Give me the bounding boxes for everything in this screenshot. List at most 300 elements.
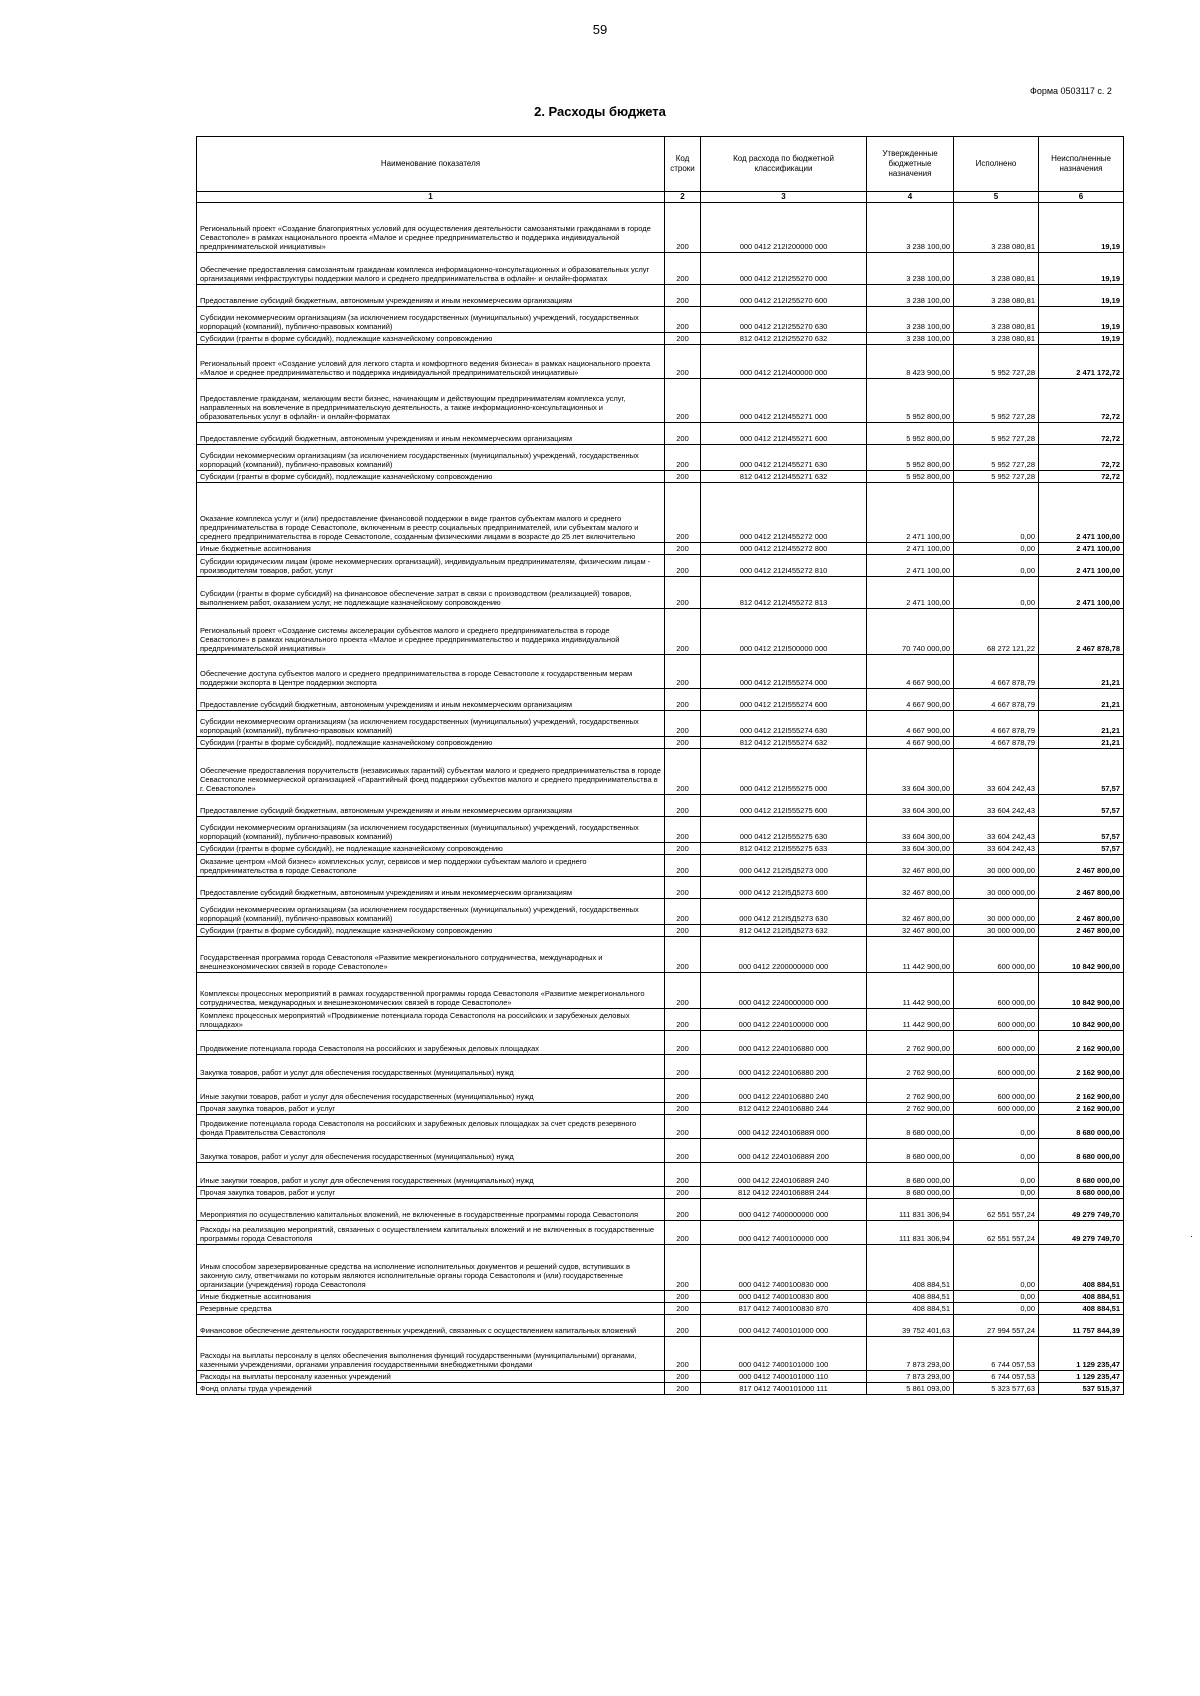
row-name: Расходы на реализацию мероприятий, связанных с осуществлением капитальных вложений и не включенных в государственные программы города Севастополя <box>197 1220 665 1244</box>
row-executed-amount: 0,00 <box>954 482 1039 542</box>
row-name: Региональный проект «Создание системы акселерации субъектов малого и среднего предпринимательства в городе Севастополе» в рамках национального проекта «Малое и среднее предпринимательство и поддержка индивидуальной предпринимательской инициативы» <box>197 608 665 654</box>
row-unexecuted-amount: 72,72 <box>1039 378 1124 422</box>
row-executed-amount: 0,00 <box>954 554 1039 576</box>
table-row <box>197 608 1124 654</box>
row-name: Фонд оплаты труда учреждений <box>197 1382 665 1394</box>
row-approved-amount: 32 467 800,00 <box>867 924 954 936</box>
row-unexecuted-amount: 2 471 100,00 <box>1039 482 1124 542</box>
row-name: Прочая закупка товаров, работ и услуг <box>197 1102 665 1114</box>
row-classification-code: 000 0412 212I5Д5273 600 <box>701 876 867 898</box>
row-approved-amount: 5 861 093,00 <box>867 1382 954 1394</box>
row-code: 200 <box>665 554 701 576</box>
table-row <box>197 576 1124 608</box>
column-number: 5 <box>954 192 1039 203</box>
table-row <box>197 202 1124 252</box>
table-row <box>197 470 1124 482</box>
row-name: Предоставление субсидий бюджетным, автономным учреждениям и иным некоммерческим организациям <box>197 794 665 816</box>
row-name: Предоставление субсидий бюджетным, автономным учреждениям и иным некоммерческим организациям <box>197 876 665 898</box>
row-approved-amount: 2 471 100,00 <box>867 482 954 542</box>
budget-expenses-table <box>196 136 1124 1395</box>
row-code: 200 <box>665 344 701 378</box>
row-name: Обеспечение доступа субъектов малого и среднего предпринимательства в городе Севастополе к государственным мерам поддержки экспорта в Центре поддержки экспорта <box>197 654 665 688</box>
row-name: Комплекс процессных мероприятий «Продвижение потенциала города Севастополя на российских и зарубежных деловых площадках» <box>197 1008 665 1030</box>
header-code: Код строки <box>665 137 701 192</box>
row-name: Оказание комплекса услуг и (или) предоставление финансовой поддержки в виде грантов субъектам малого и среднего предпринимательства в городе Севастополе, включенным в реестр социальных предпринимателей, или субъектам малого и среднего предпринимательства в городе Севастополе, созданным физическими лицами в возрасте до 25 лет включительно <box>197 482 665 542</box>
table-row <box>197 1054 1124 1078</box>
row-code: 200 <box>665 748 701 794</box>
row-classification-code: 000 0412 7400101000 000 <box>701 1314 867 1336</box>
row-classification-code: 812 0412 212I255270 632 <box>701 332 867 344</box>
table-row <box>197 1302 1124 1314</box>
row-executed-amount: 0,00 <box>954 1290 1039 1302</box>
row-unexecuted-amount: 408 884,51 <box>1039 1302 1124 1314</box>
row-code: 200 <box>665 252 701 284</box>
table-row <box>197 1102 1124 1114</box>
row-code: 200 <box>665 1220 701 1244</box>
row-unexecuted-amount: 2 162 900,00 <box>1039 1054 1124 1078</box>
row-classification-code: 000 0412 224010688Я 200 <box>701 1138 867 1162</box>
row-executed-amount: 33 604 242,43 <box>954 794 1039 816</box>
row-name: Субсидии (гранты в форме субсидий), подлежащие казначейскому сопровождению <box>197 736 665 748</box>
row-code: 200 <box>665 1382 701 1394</box>
row-code: 200 <box>665 1302 701 1314</box>
row-executed-amount: 3 238 080,81 <box>954 202 1039 252</box>
row-approved-amount: 7 873 293,00 <box>867 1336 954 1370</box>
table-row <box>197 898 1124 924</box>
row-code: 200 <box>665 898 701 924</box>
row-code: 200 <box>665 936 701 972</box>
row-classification-code: 000 0412 212I500000 000 <box>701 608 867 654</box>
row-approved-amount: 11 442 900,00 <box>867 936 954 972</box>
table-row <box>197 444 1124 470</box>
row-approved-amount: 4 667 900,00 <box>867 654 954 688</box>
row-name: Иные закупки товаров, работ и услуг для обеспечения государственных (муниципальных) нужд <box>197 1078 665 1102</box>
row-approved-amount: 5 952 800,00 <box>867 378 954 422</box>
row-approved-amount: 408 884,51 <box>867 1302 954 1314</box>
row-classification-code: 000 0412 212I5Д5273 630 <box>701 898 867 924</box>
row-code: 200 <box>665 1314 701 1336</box>
row-code: 200 <box>665 876 701 898</box>
row-executed-amount: 30 000 000,00 <box>954 924 1039 936</box>
row-name: Субсидии некоммерческим организациям (за исключением государственных (муниципальных) учреждений, государственных корпораций (компаний), публично-правовых компаний) <box>197 710 665 736</box>
row-approved-amount: 32 467 800,00 <box>867 854 954 876</box>
row-classification-code: 000 0412 212I455271 630 <box>701 444 867 470</box>
row-approved-amount: 8 680 000,00 <box>867 1162 954 1186</box>
row-code: 200 <box>665 816 701 842</box>
row-approved-amount: 3 238 100,00 <box>867 252 954 284</box>
row-classification-code: 000 0412 212I455272 000 <box>701 482 867 542</box>
row-name: Мероприятия по осуществлению капитальных вложений, не включенные в государственные программы города Севастополя <box>197 1198 665 1220</box>
row-executed-amount: 600 000,00 <box>954 972 1039 1008</box>
row-unexecuted-amount: 408 884,51 <box>1039 1290 1124 1302</box>
row-classification-code: 000 0412 212I455271 000 <box>701 378 867 422</box>
row-code: 200 <box>665 1162 701 1186</box>
row-code: 200 <box>665 688 701 710</box>
table-row <box>197 1314 1124 1336</box>
table-row <box>197 482 1124 542</box>
row-approved-amount: 7 873 293,00 <box>867 1370 954 1382</box>
row-name: Продвижение потенциала города Севастополя на российских и зарубежных деловых площадках <box>197 1030 665 1054</box>
row-classification-code: 000 0412 2240000000 000 <box>701 972 867 1008</box>
table-row <box>197 554 1124 576</box>
row-executed-amount: 4 667 878,79 <box>954 654 1039 688</box>
row-executed-amount: 27 994 557,24 <box>954 1314 1039 1336</box>
row-name: Региональный проект «Создание условий для легкого старта и комфортного ведения бизнеса» в рамках национального проекта «Малое и среднее предпринимательство и поддержка индивидуальной предпринимательской инициативы» <box>197 344 665 378</box>
row-executed-amount: 68 272 121,22 <box>954 608 1039 654</box>
row-unexecuted-amount: 57,57 <box>1039 794 1124 816</box>
row-name: Иные бюджетные ассигнования <box>197 542 665 554</box>
row-code: 200 <box>665 202 701 252</box>
row-name: Резервные средства <box>197 1302 665 1314</box>
table-row <box>197 842 1124 854</box>
row-code: 200 <box>665 542 701 554</box>
row-approved-amount: 2 471 100,00 <box>867 542 954 554</box>
row-approved-amount: 5 952 800,00 <box>867 444 954 470</box>
row-classification-code: 000 0412 224010688Я 000 <box>701 1114 867 1138</box>
row-classification-code: 000 0412 212I455272 810 <box>701 554 867 576</box>
row-approved-amount: 8 680 000,00 <box>867 1138 954 1162</box>
table-row <box>197 1370 1124 1382</box>
table-row <box>197 252 1124 284</box>
row-unexecuted-amount: 19,19 <box>1039 252 1124 284</box>
row-classification-code: 000 0412 2200000000 000 <box>701 936 867 972</box>
row-code: 200 <box>665 972 701 1008</box>
row-unexecuted-amount: 2 467 800,00 <box>1039 854 1124 876</box>
row-code: 200 <box>665 1078 701 1102</box>
row-unexecuted-amount: 10 842 900,00 <box>1039 1008 1124 1030</box>
table-row <box>197 816 1124 842</box>
row-unexecuted-amount: 1 129 235,47 <box>1039 1370 1124 1382</box>
row-approved-amount: 8 680 000,00 <box>867 1186 954 1198</box>
table-row <box>197 344 1124 378</box>
table-row <box>197 794 1124 816</box>
row-executed-amount: 0,00 <box>954 542 1039 554</box>
row-code: 200 <box>665 444 701 470</box>
row-unexecuted-amount: 72,72 <box>1039 422 1124 444</box>
row-executed-amount: 0,00 <box>954 1244 1039 1290</box>
table-row <box>197 924 1124 936</box>
row-classification-code: 000 0412 7400000000 000 <box>701 1198 867 1220</box>
row-classification-code: 000 0412 212I555275 600 <box>701 794 867 816</box>
row-code: 200 <box>665 924 701 936</box>
row-code: 200 <box>665 422 701 444</box>
row-executed-amount: 3 238 080,81 <box>954 332 1039 344</box>
row-code: 200 <box>665 1370 701 1382</box>
row-approved-amount: 111 831 306,94 <box>867 1220 954 1244</box>
row-approved-amount: 2 762 900,00 <box>867 1054 954 1078</box>
row-unexecuted-amount: 8 680 000,00 <box>1039 1162 1124 1186</box>
row-unexecuted-amount: 19,19 <box>1039 284 1124 306</box>
row-classification-code: 812 0412 2240106880 244 <box>701 1102 867 1114</box>
row-classification-code: 000 0412 212I400000 000 <box>701 344 867 378</box>
row-unexecuted-amount: 49 279 749,70 <box>1039 1198 1124 1220</box>
row-classification-code: 812 0412 212I5Д5273 632 <box>701 924 867 936</box>
row-classification-code: 817 0412 7400100830 870 <box>701 1302 867 1314</box>
column-number: 6 <box>1039 192 1124 203</box>
row-executed-amount: 62 551 557,24 <box>954 1198 1039 1220</box>
row-unexecuted-amount: 1 129 235,47 <box>1039 1336 1124 1370</box>
table-row <box>197 688 1124 710</box>
row-approved-amount: 11 442 900,00 <box>867 1008 954 1030</box>
row-executed-amount: 5 952 727,28 <box>954 444 1039 470</box>
row-approved-amount: 2 762 900,00 <box>867 1078 954 1102</box>
row-executed-amount: 0,00 <box>954 1162 1039 1186</box>
row-code: 200 <box>665 1336 701 1370</box>
row-approved-amount: 11 442 900,00 <box>867 972 954 1008</box>
row-classification-code: 000 0412 212I555275 000 <box>701 748 867 794</box>
row-unexecuted-amount: 11 757 844,39 <box>1039 1314 1124 1336</box>
row-name: Субсидии (гранты в форме субсидий), подлежащие казначейскому сопровождению <box>197 924 665 936</box>
row-executed-amount: 0,00 <box>954 576 1039 608</box>
table-row <box>197 1186 1124 1198</box>
header-classification: Код расхода по бюджетной классификации <box>701 137 867 192</box>
row-code: 200 <box>665 332 701 344</box>
table-row <box>197 1162 1124 1186</box>
column-number: 3 <box>701 192 867 203</box>
row-approved-amount: 33 604 300,00 <box>867 748 954 794</box>
row-unexecuted-amount: 72,72 <box>1039 444 1124 470</box>
row-name: Субсидии некоммерческим организациям (за исключением государственных (муниципальных) учреждений, государственных корпораций (компаний), публично-правовых компаний) <box>197 306 665 332</box>
row-classification-code: 000 0412 212I555274 600 <box>701 688 867 710</box>
row-code: 200 <box>665 378 701 422</box>
table-row <box>197 736 1124 748</box>
row-code: 200 <box>665 794 701 816</box>
row-classification-code: 812 0412 212I455271 632 <box>701 470 867 482</box>
row-executed-amount: 6 744 057,53 <box>954 1370 1039 1382</box>
page-number: 59 <box>592 22 608 37</box>
row-unexecuted-amount: 2 467 800,00 <box>1039 898 1124 924</box>
row-unexecuted-amount: 537 515,37 <box>1039 1382 1124 1394</box>
row-executed-amount: 0,00 <box>954 1186 1039 1198</box>
row-unexecuted-amount: 57,57 <box>1039 842 1124 854</box>
table-body <box>197 202 1124 1394</box>
row-classification-code: 000 0412 2240100000 000 <box>701 1008 867 1030</box>
row-executed-amount: 4 667 878,79 <box>954 736 1039 748</box>
row-unexecuted-amount: 57,57 <box>1039 816 1124 842</box>
row-approved-amount: 3 238 100,00 <box>867 202 954 252</box>
row-code: 200 <box>665 306 701 332</box>
row-unexecuted-amount: 408 884,51 <box>1039 1244 1124 1290</box>
margin-mark: · <box>1190 1231 1193 1241</box>
row-unexecuted-amount: 2 162 900,00 <box>1039 1078 1124 1102</box>
row-approved-amount: 3 238 100,00 <box>867 284 954 306</box>
row-code: 200 <box>665 854 701 876</box>
row-executed-amount: 5 323 577,63 <box>954 1382 1039 1394</box>
row-classification-code: 000 0412 2240106880 000 <box>701 1030 867 1054</box>
row-code: 200 <box>665 608 701 654</box>
row-approved-amount: 4 667 900,00 <box>867 688 954 710</box>
table-row <box>197 422 1124 444</box>
row-approved-amount: 39 752 401,63 <box>867 1314 954 1336</box>
row-unexecuted-amount: 2 162 900,00 <box>1039 1030 1124 1054</box>
row-unexecuted-amount: 19,19 <box>1039 306 1124 332</box>
row-unexecuted-amount: 10 842 900,00 <box>1039 972 1124 1008</box>
table-row <box>197 1114 1124 1138</box>
row-classification-code: 000 0412 212I5Д5273 000 <box>701 854 867 876</box>
column-number-row <box>197 192 1124 203</box>
row-code: 200 <box>665 284 701 306</box>
row-classification-code: 812 0412 212I555274 632 <box>701 736 867 748</box>
row-classification-code: 817 0412 7400101000 111 <box>701 1382 867 1394</box>
row-name: Предоставление субсидий бюджетным, автономным учреждениям и иным некоммерческим организациям <box>197 284 665 306</box>
row-classification-code: 000 0412 7400101000 100 <box>701 1336 867 1370</box>
row-name: Иные бюджетные ассигнования <box>197 1290 665 1302</box>
column-number: 2 <box>665 192 701 203</box>
table-row <box>197 306 1124 332</box>
row-classification-code: 812 0412 212I455272 813 <box>701 576 867 608</box>
row-name: Комплексы процессных мероприятий в рамках государственной программы города Севастополя «Развитие межрегионального сотрудничества, международных и внешнеэкономических связей в городе Севастополе» <box>197 972 665 1008</box>
header-approved: Утвержденные бюджетные назначения <box>867 137 954 192</box>
row-classification-code: 000 0412 212I555274 630 <box>701 710 867 736</box>
row-approved-amount: 5 952 800,00 <box>867 470 954 482</box>
row-unexecuted-amount: 8 680 000,00 <box>1039 1138 1124 1162</box>
row-name: Расходы на выплаты персоналу казенных учреждений <box>197 1370 665 1382</box>
table-header-row <box>197 137 1124 192</box>
table-row <box>197 1138 1124 1162</box>
row-unexecuted-amount: 2 471 100,00 <box>1039 576 1124 608</box>
row-executed-amount: 600 000,00 <box>954 1030 1039 1054</box>
header-unexecuted: Неисполненные назначения <box>1039 137 1124 192</box>
row-code: 200 <box>665 1114 701 1138</box>
table-row <box>197 654 1124 688</box>
row-classification-code: 000 0412 7400100000 000 <box>701 1220 867 1244</box>
table-row <box>197 1382 1124 1394</box>
row-unexecuted-amount: 2 471 172,72 <box>1039 344 1124 378</box>
row-name: Государственная программа города Севастополя «Развитие межрегионального сотрудничества, международных и внешнеэкономических связей в городе Севастополе» <box>197 936 665 972</box>
row-code: 200 <box>665 470 701 482</box>
row-name: Субсидии некоммерческим организациям (за исключением государственных (муниципальных) учреждений, государственных корпораций (компаний), публично-правовых компаний) <box>197 816 665 842</box>
row-code: 200 <box>665 710 701 736</box>
row-approved-amount: 32 467 800,00 <box>867 898 954 924</box>
row-classification-code: 000 0412 212I255270 630 <box>701 306 867 332</box>
row-classification-code: 000 0412 212I255270 600 <box>701 284 867 306</box>
row-approved-amount: 4 667 900,00 <box>867 736 954 748</box>
row-name: Субсидии (гранты в форме субсидий), подлежащие казначейскому сопровождению <box>197 332 665 344</box>
row-unexecuted-amount: 21,21 <box>1039 736 1124 748</box>
row-name: Субсидии юридическим лицам (кроме некоммерческих организаций), индивидуальным предпринимателям, физическим лицам - производителям товаров, работ, услуг <box>197 554 665 576</box>
row-executed-amount: 0,00 <box>954 1114 1039 1138</box>
row-code: 200 <box>665 576 701 608</box>
row-code: 200 <box>665 482 701 542</box>
row-name: Предоставление субсидий бюджетным, автономным учреждениям и иным некоммерческим организациям <box>197 422 665 444</box>
row-executed-amount: 600 000,00 <box>954 936 1039 972</box>
table-row <box>197 1336 1124 1370</box>
row-classification-code: 000 0412 212I455271 600 <box>701 422 867 444</box>
row-executed-amount: 33 604 242,43 <box>954 842 1039 854</box>
table-row <box>197 284 1124 306</box>
row-unexecuted-amount: 57,57 <box>1039 748 1124 794</box>
row-classification-code: 000 0412 224010688Я 240 <box>701 1162 867 1186</box>
row-name: Расходы на выплаты персоналу в целях обеспечения выполнения функций государственными (муниципальными) органами, казенными учреждениями, органами управления государственными внебюджетными фондами <box>197 1336 665 1370</box>
row-executed-amount: 30 000 000,00 <box>954 876 1039 898</box>
row-approved-amount: 3 238 100,00 <box>867 332 954 344</box>
row-code: 200 <box>665 1244 701 1290</box>
row-unexecuted-amount: 49 279 749,70 <box>1039 1220 1124 1244</box>
row-name: Закупка товаров, работ и услуг для обеспечения государственных (муниципальных) нужд <box>197 1138 665 1162</box>
row-name: Субсидии некоммерческим организациям (за исключением государственных (муниципальных) учреждений, государственных корпораций (компаний), публично-правовых компаний) <box>197 444 665 470</box>
row-name: Продвижение потенциала города Севастополя на российских и зарубежных деловых площадках за счет средств резервного фонда Правительства Севастополя <box>197 1114 665 1138</box>
row-approved-amount: 4 667 900,00 <box>867 710 954 736</box>
row-name: Обеспечение предоставления поручительств (независимых гарантий) субъектам малого и среднего предпринимательства в городе Севастополе некоммерческой организацией «Гарантийный фонд поддержки субъектов малого и среднего предпринимательства в г. Севастополе» <box>197 748 665 794</box>
table-row <box>197 378 1124 422</box>
row-code: 200 <box>665 1030 701 1054</box>
row-unexecuted-amount: 21,21 <box>1039 688 1124 710</box>
row-classification-code: 000 0412 212I555275 630 <box>701 816 867 842</box>
row-name: Субсидии (гранты в форме субсидий), не подлежащие казначейскому сопровождению <box>197 842 665 854</box>
table-row <box>197 1078 1124 1102</box>
row-classification-code: 812 0412 212I555275 633 <box>701 842 867 854</box>
row-executed-amount: 30 000 000,00 <box>954 854 1039 876</box>
row-executed-amount: 33 604 242,43 <box>954 748 1039 794</box>
row-executed-amount: 0,00 <box>954 1302 1039 1314</box>
row-unexecuted-amount: 21,21 <box>1039 654 1124 688</box>
row-name: Оказание центром «Мой бизнес» комплексных услуг, сервисов и мер поддержки субъектам малого и среднего предпринимательства в городе Севастополе <box>197 854 665 876</box>
row-name: Региональный проект «Создание благоприятных условий для осуществления деятельности самозанятыми гражданами в городе Севастополе» в рамках национального проекта «Малое и среднее предпринимательство и поддержка индивидуальной предпринимательской инициативы» <box>197 202 665 252</box>
header-name: Наименование показателя <box>197 137 665 192</box>
row-executed-amount: 600 000,00 <box>954 1054 1039 1078</box>
row-name: Предоставление гражданам, желающим вести бизнес, начинающим и действующим предпринимателям комплекса услуг, направленных на вовлечение в предпринимательскую деятельность, а также информационно-консультационных и образовательных услуг в офлайн- и онлайн-форматах <box>197 378 665 422</box>
table-row <box>197 748 1124 794</box>
row-executed-amount: 5 952 727,28 <box>954 422 1039 444</box>
row-classification-code: 000 0412 212I455272 800 <box>701 542 867 554</box>
row-approved-amount: 8 423 900,00 <box>867 344 954 378</box>
row-name: Иным способом зарезервированные средства на исполнение исполнительных документов и решений судов, вступивших в законную силу, ответчиками по которым являются исполнительные органы города Севастополя и (или) государственные организации (учреждения) города Севастополя <box>197 1244 665 1290</box>
row-executed-amount: 6 744 057,53 <box>954 1336 1039 1370</box>
row-code: 200 <box>665 842 701 854</box>
row-executed-amount: 600 000,00 <box>954 1008 1039 1030</box>
table-row <box>197 876 1124 898</box>
row-code: 200 <box>665 736 701 748</box>
row-name: Прочая закупка товаров, работ и услуг <box>197 1186 665 1198</box>
table-row <box>197 854 1124 876</box>
row-approved-amount: 2 471 100,00 <box>867 576 954 608</box>
row-unexecuted-amount: 2 467 800,00 <box>1039 876 1124 898</box>
row-executed-amount: 33 604 242,43 <box>954 816 1039 842</box>
row-approved-amount: 8 680 000,00 <box>867 1114 954 1138</box>
table-row <box>197 936 1124 972</box>
table-row <box>197 710 1124 736</box>
row-name: Иные закупки товаров, работ и услуг для обеспечения государственных (муниципальных) нужд <box>197 1162 665 1186</box>
row-approved-amount: 33 604 300,00 <box>867 842 954 854</box>
row-executed-amount: 30 000 000,00 <box>954 898 1039 924</box>
row-name: Субсидии некоммерческим организациям (за исключением государственных (муниципальных) учреждений, государственных корпораций (компаний), публично-правовых компаний) <box>197 898 665 924</box>
row-classification-code: 812 0412 224010688Я 244 <box>701 1186 867 1198</box>
row-classification-code: 000 0412 212I200000 000 <box>701 202 867 252</box>
row-unexecuted-amount: 10 842 900,00 <box>1039 936 1124 972</box>
row-name: Обеспечение предоставления самозанятым гражданам комплекса информационно-консультационных и образовательных услуг организациями инфраструктуры поддержки малого и среднего предпринимательства в офлайн- и онлайн-форматах <box>197 252 665 284</box>
row-unexecuted-amount: 2 471 100,00 <box>1039 554 1124 576</box>
row-approved-amount: 2 471 100,00 <box>867 554 954 576</box>
table-row <box>197 1220 1124 1244</box>
row-code: 200 <box>665 654 701 688</box>
row-approved-amount: 5 952 800,00 <box>867 422 954 444</box>
row-unexecuted-amount: 72,72 <box>1039 470 1124 482</box>
header-executed: Исполнено <box>954 137 1039 192</box>
row-approved-amount: 3 238 100,00 <box>867 306 954 332</box>
table-row <box>197 1030 1124 1054</box>
table-row <box>197 1198 1124 1220</box>
row-unexecuted-amount: 2 467 800,00 <box>1039 924 1124 936</box>
row-approved-amount: 408 884,51 <box>867 1290 954 1302</box>
row-executed-amount: 5 952 727,28 <box>954 378 1039 422</box>
row-executed-amount: 4 667 878,79 <box>954 688 1039 710</box>
table-row <box>197 972 1124 1008</box>
form-code: Форма 0503117 с. 2 <box>1030 86 1112 96</box>
row-executed-amount: 5 952 727,28 <box>954 470 1039 482</box>
row-name: Финансовое обеспечение деятельности государственных учреждений, связанных с осуществлением капитальных вложений <box>197 1314 665 1336</box>
row-classification-code: 000 0412 7400100830 000 <box>701 1244 867 1290</box>
row-unexecuted-amount: 8 680 000,00 <box>1039 1114 1124 1138</box>
